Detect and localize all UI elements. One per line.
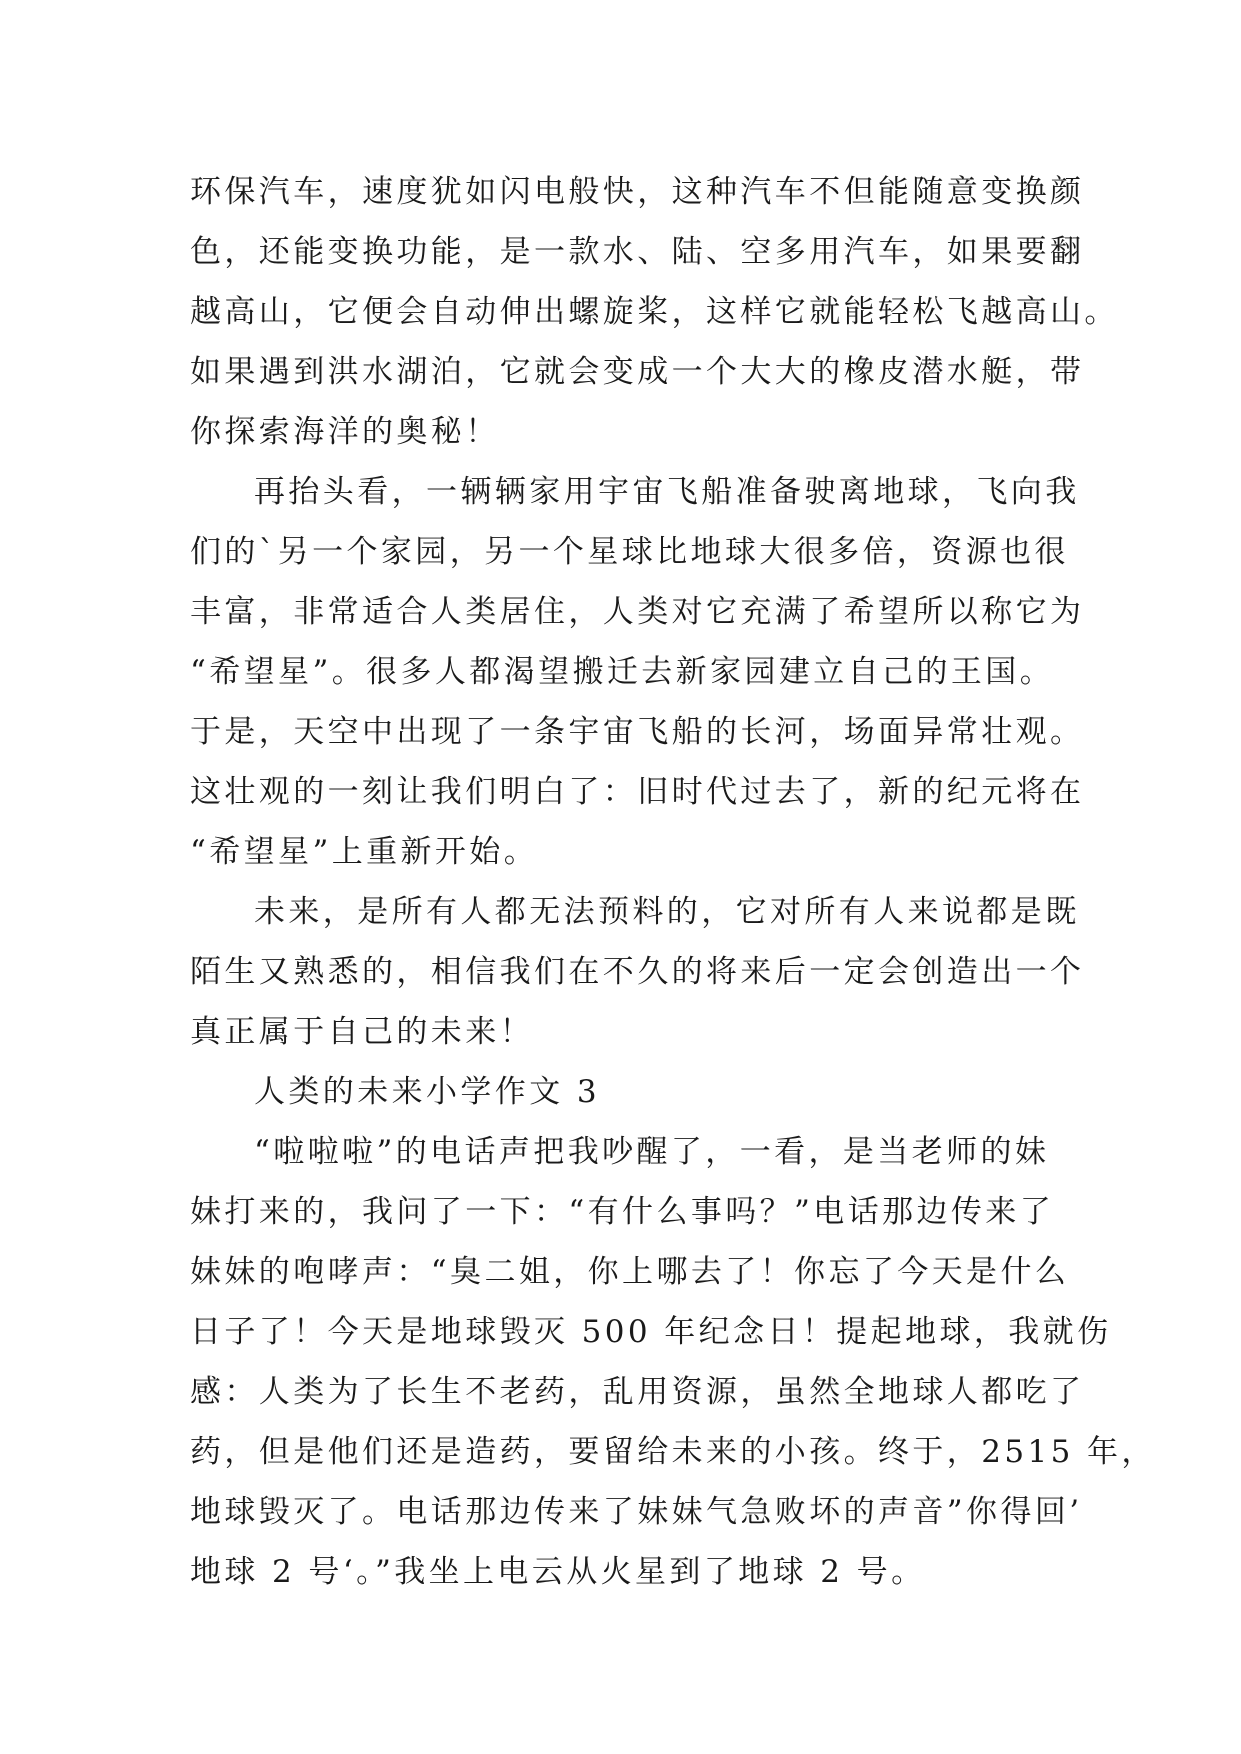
text-line: 未来，是所有人都无法预料的，它对所有人来说都是既 — [254, 894, 1080, 930]
text-line: 于是，天空中出现了一条宇宙飞船的长河，场面异常壮观。 — [190, 714, 1085, 750]
text-line: 丰富，非常适合人类居住，人类对它充满了希望所以称它为 — [190, 594, 1085, 630]
text-line: 这壮观的一刻让我们明白了：旧时代过去了，新的纪元将在 — [190, 774, 1085, 810]
text-line: 地球 2 号‘。”我坐上电云从火星到了地球 2 号。 — [190, 1554, 926, 1590]
paragraph — [190, 462, 1085, 882]
paragraph — [190, 1122, 1156, 1602]
section-heading — [190, 1062, 1070, 1122]
text-line: 日子了！今天是地球毁灭 500 年纪念日！提起地球，我就伤 — [190, 1314, 1112, 1350]
text-line: 妹妹的咆哮声：“臭二姐，你上哪去了！你忘了今天是什么 — [190, 1254, 1070, 1290]
text-line: 妹打来的，我问了一下：“有什么事吗？”电话那边传来了 — [190, 1194, 1055, 1230]
text-line: 色，还能变换功能，是一款水、陆、空多用汽车，如果要翻 — [190, 234, 1085, 270]
text-line: 越高山，它便会自动伸出螺旋桨，这样它就能轻松飞越高山。 — [190, 294, 1119, 330]
text-line: 陌生又熟悉的，相信我们在不久的将来后一定会创造出一个 — [190, 954, 1085, 990]
paragraph — [190, 162, 1119, 462]
text-line: 地球毁灭了。电话那边传来了妹妹气急败坏的声音”你得回’ — [190, 1494, 1083, 1530]
paragraph — [190, 882, 1085, 1062]
text-line: “希望星”上重新开始。 — [190, 834, 539, 870]
text-line: 真正属于自己的未来！ — [190, 1014, 534, 1050]
heading-line: 人类的未来小学作文 3 — [254, 1074, 600, 1110]
text-line: 药，但是他们还是造药，要留给未来的小孩。终于，2515 年， — [190, 1434, 1156, 1470]
document-body — [190, 162, 1156, 1602]
text-line: 如果遇到洪水湖泊，它就会变成一个大大的橡皮潜水艇，带 — [190, 354, 1085, 390]
text-line: 环保汽车，速度犹如闪电般快，这种汽车不但能随意变换颜 — [190, 174, 1085, 210]
text-line: 感：人类为了长生不老药，乱用资源，虽然全地球人都吃了 — [190, 1374, 1085, 1410]
text-line: 再抬头看，一辆辆家用宇宙飞船准备驶离地球，飞向我 — [254, 474, 1080, 510]
text-line: “啦啦啦”的电话声把我吵醒了，一看，是当老师的妹 — [254, 1134, 1050, 1170]
text-line: 你探索海洋的奥秘！ — [190, 414, 500, 450]
text-line: “希望星”。很多人都渴望搬迁去新家园建立自己的王国。 — [190, 654, 1055, 690]
text-line: 们的`另一个家园，另一个星球比地球大很多倍，资源也很 — [190, 534, 1069, 570]
